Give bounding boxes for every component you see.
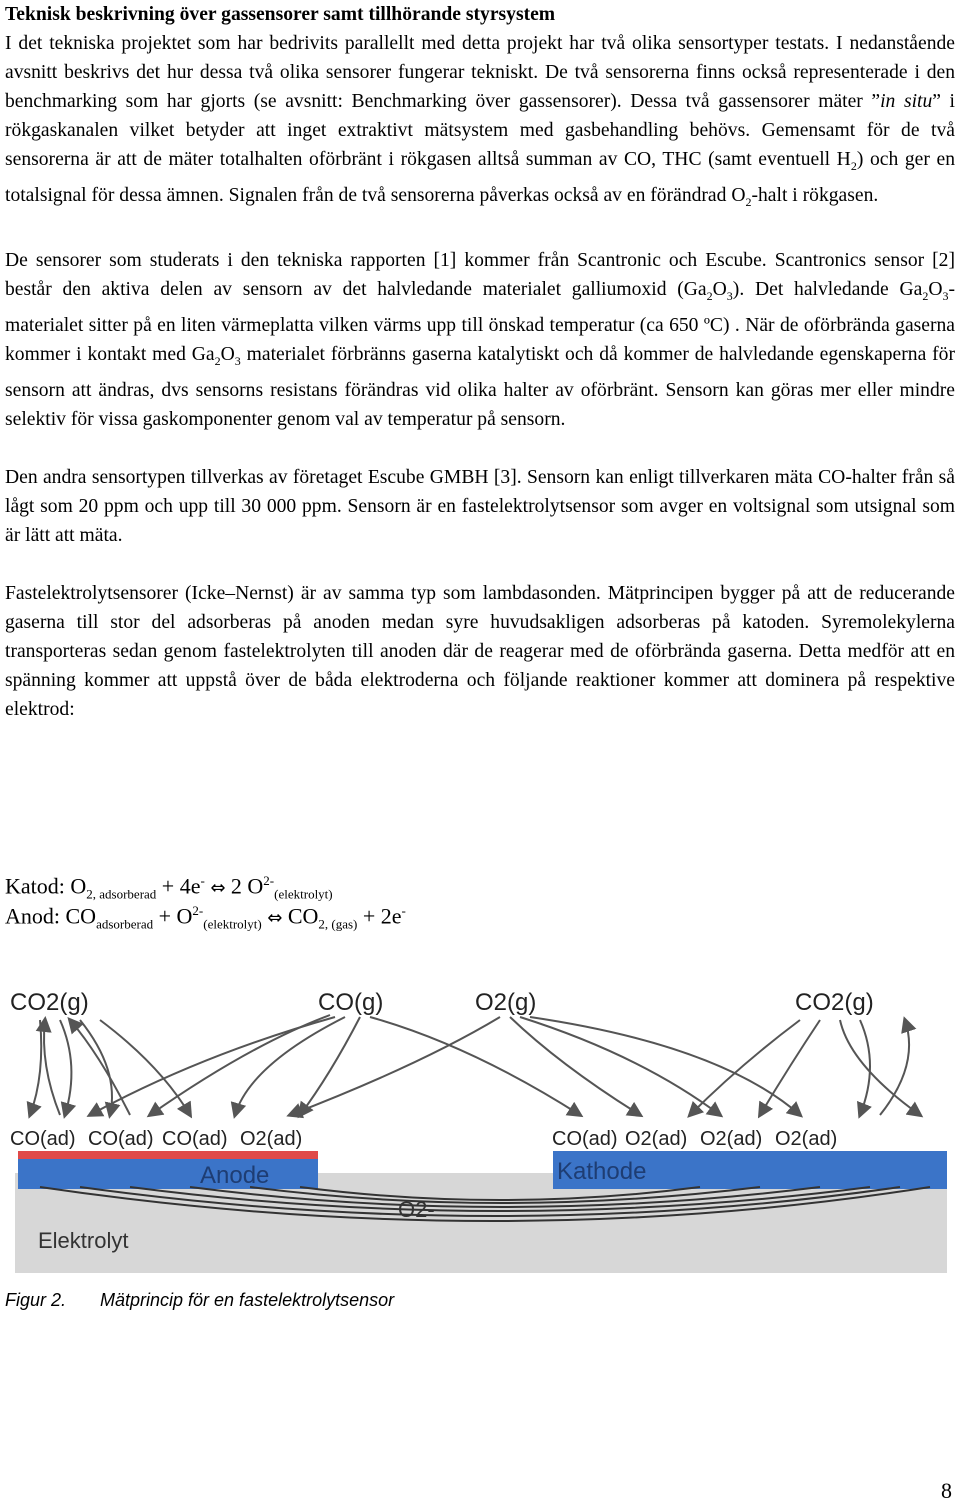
gas-label-co2-left: CO2(g)	[10, 989, 89, 1016]
electrolyte-label: Elektrolyt	[38, 1228, 129, 1253]
anode-ads-4: O2(ad)	[240, 1128, 303, 1150]
anode-label: Anode	[200, 1162, 270, 1189]
page-number: 8	[941, 1478, 952, 1503]
equation-cathode: Katod: $O_{2, adsorberad} + 4e^-$ ⇔ 2 $O^{2-}_{(elektrolyt)}$	[5, 873, 333, 902]
double-arrow-icon: ⇔	[267, 907, 283, 929]
oxide-ion-label: O2-	[398, 1197, 435, 1222]
kathode-label: Kathode	[557, 1158, 647, 1185]
equation-anode: Anod: $CO_{adsorberad} + O^{2-}_{(elektrolyt)}$ ⇔ $CO_{2, (gas)} + 2e^-$	[5, 903, 406, 932]
document-body	[5, 0, 955, 724]
anode-electrode	[18, 1159, 318, 1189]
paragraph-2: De sensorer som studerats i den tekniska rapporten [1] kommer från Scantronic och Escube. Scantronics sensor [2] består den aktiva delen av sensorn av det halvledande materialet galliumoxid $(Ga_2O_3)$. Det halvledande $Ga_2O_3-$ materialet sitter på en liten värmeplatta vilken värms upp till önskad temperatur (ca 650 ºC) . När de oförbrända gaserna kommer i kontakt med $Ga_2O_3$ materialet förbränns gaserna katalytiskt och då kommer de halvledande egenskaperna för sensorn att ändras, dvs sensorns resistans förändras vid olika halter av oförbränt. Sensorn kan göras mer eller mindre selektiv för vissa gaskomponenter genom val av temperatur på sensorn.	[5, 249, 955, 430]
kathode-ads-2: O2(ad)	[625, 1128, 688, 1150]
sensor-diagram	[0, 965, 960, 1275]
gas-label-co: CO(g)	[318, 989, 384, 1016]
gas-label-o2: O2(g)	[475, 989, 537, 1016]
paragraph-4: Fastelektrolytsensorer (Icke–Nernst) är av samma typ som lambdasonden. Mätprincipen bygger på att de reducerande gaserna till stor del adsorberas på anoden medan syre huvudsakligen adsorberas på katoden. Syremolekylerna transporteras sedan genom fastelektrolyten till anoden där de reagerar med de oförbrända gaserna. Detta medför att en spänning kommer att uppstå över de båda elektroderna och följande reaktioner kommer att dominera på respektive elektrod:	[5, 582, 955, 720]
anode-ads-1: CO(ad)	[10, 1128, 76, 1150]
document-title: Teknisk beskrivning över gassensorer samt tillhörande styrsystem	[5, 4, 556, 25]
anode-ads-2: CO(ad)	[88, 1128, 154, 1150]
kathode-ads-1: CO(ad)	[552, 1128, 618, 1150]
gas-flow-arrows	[30, 1015, 920, 1115]
kathode-ads-3: O2(ad)	[700, 1128, 763, 1150]
gas-label-co2-right: CO2(g)	[795, 989, 874, 1016]
paragraph-3: Den andra sensortypen tillverkas av företaget Escube GMBH [3]. Sensorn kan enligt tillverkaren mäta CO-halter från så lågt som 20 ppm och upp till 30 000 ppm. Sensorn är en fastelektrolytsensor som avger en voltsignal som utsignal som är lätt att mäta.	[5, 466, 955, 546]
kathode-ads-4: O2(ad)	[775, 1128, 838, 1150]
double-arrow-icon: ⇔	[210, 877, 226, 899]
anode-ads-3: CO(ad)	[162, 1128, 228, 1150]
anode-red-layer	[18, 1151, 318, 1159]
figure-caption: Figur 2. Mätprincip för en fastelektrolytsensor	[5, 1290, 395, 1310]
paragraph-1: I det tekniska projektet som har bedrivits parallellt med detta projekt har två olika sensortyper testats. I nedanstående avsnitt beskrivs det hur dessa två olika sensorer fungerar tekniskt. De två sensorerna finns också representerade i den benchmarking som har gjorts (se avsnitt: Benchmarking över gassensorer). Dessa två gassensorer mäter ”in situ” i rökgaskanalen vilket betyder att inget extraktivt mätsystem med gasbehandling behövs. Gemensamt för de två sensorerna är att de mäter totalhalten oförbränt i rökgasen alltså summan av CO, THC (samt eventuell $H_2$) och ger en totalsignal för dessa ämnen. Signalen från de två sensorerna påverkas också av en förändrad $O_2$-halt i rökgasen.	[5, 33, 956, 209]
